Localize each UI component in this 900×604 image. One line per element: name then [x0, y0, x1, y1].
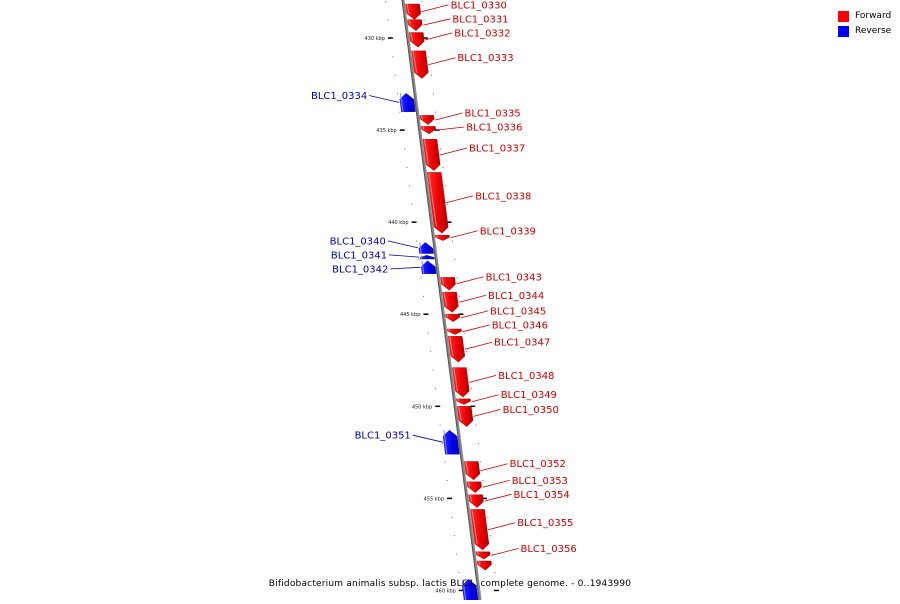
label-leader-line [423, 19, 450, 25]
minor-tick [432, 369, 433, 370]
legend-reverse [838, 24, 891, 39]
gene-highlight [437, 235, 438, 237]
minor-tick [435, 388, 436, 389]
ruler-label: 450 kbp [411, 404, 433, 411]
minor-tick [409, 185, 410, 186]
minor-tick [480, 462, 481, 463]
gene-label[interactable]: BLC1_0348 [498, 370, 555, 382]
gene-label[interactable]: BLC1_0350 [502, 404, 559, 416]
minor-tick [495, 572, 496, 573]
gene-label[interactable]: BLC1_0349 [500, 390, 557, 402]
minor-tick [454, 259, 455, 260]
label-leader-line [440, 148, 467, 155]
minor-tick [435, 112, 436, 113]
minor-tick [464, 333, 465, 334]
label-leader-line [484, 494, 511, 501]
minor-tick [483, 480, 484, 481]
label-leader-line [428, 58, 455, 65]
minor-tick [459, 572, 460, 573]
ruler-label: 455 kbp [423, 496, 445, 503]
minor-tick [406, 167, 407, 168]
label-leader-line [481, 464, 508, 471]
label-leader-line [435, 113, 462, 120]
label-leader-line [488, 523, 515, 530]
gene-label[interactable]: BLC1_0351 [354, 430, 411, 442]
label-leader-line [491, 548, 518, 555]
minor-tick [451, 517, 452, 518]
minor-tick [399, 112, 400, 113]
forward-swatch-icon [838, 11, 849, 22]
minor-tick [471, 388, 472, 389]
gene-label[interactable]: BLC1_0344 [488, 290, 545, 302]
gene-label[interactable]: BLC1_0343 [485, 272, 542, 284]
label-leader-line [483, 480, 510, 487]
gene-highlight [458, 399, 459, 401]
legend-reverse-label: Reverse [855, 26, 892, 36]
label-leader-line [369, 96, 399, 103]
gene-label[interactable]: BLC1_0353 [511, 475, 568, 487]
minor-tick [397, 93, 398, 94]
minor-tick [418, 259, 419, 260]
minor-tick [433, 93, 434, 94]
gene-label[interactable]: BLC1_0337 [469, 143, 526, 155]
minor-tick [428, 333, 429, 334]
minor-tick [440, 149, 441, 150]
minor-tick [442, 167, 443, 168]
minor-tick [388, 20, 389, 21]
minor-tick [421, 277, 422, 278]
label-leader-line [461, 311, 488, 318]
legend-forward-label: Forward [855, 11, 892, 21]
label-leader-line [459, 295, 486, 302]
gene-label[interactable]: BLC1_0341 [330, 250, 388, 262]
label-leader-line [437, 127, 465, 130]
gene-label[interactable]: BLC1_0340 [329, 236, 386, 248]
ruler-label: 440 kbp [388, 220, 409, 227]
minor-tick [392, 56, 393, 57]
gene-label[interactable]: BLC1_0338 [475, 191, 532, 203]
minor-tick [447, 204, 448, 205]
minor-tick [444, 462, 445, 463]
minor-tick [492, 554, 493, 555]
legend-forward [838, 9, 891, 24]
ruler-label: 445 kbp [400, 312, 421, 319]
minor-tick [447, 480, 448, 481]
gene-label[interactable]: BLC1_0334 [310, 91, 368, 102]
minor-tick [452, 241, 453, 242]
minor-tick [457, 277, 458, 278]
gene-label[interactable]: BLC1_0347 [494, 337, 551, 349]
label-leader-line [457, 277, 484, 284]
minor-tick [440, 425, 441, 426]
label-leader-line [463, 325, 490, 332]
gene-label[interactable]: BLC1_0345 [490, 306, 547, 318]
minor-tick [476, 425, 477, 426]
label-leader-line [422, 5, 449, 12]
gene-label[interactable]: BLC1_0336 [466, 122, 523, 134]
minor-tick [428, 56, 429, 57]
label-leader-line [389, 255, 419, 257]
minor-tick [442, 443, 443, 444]
minor-tick [423, 296, 424, 297]
label-leader-line [451, 231, 478, 238]
label-leader-line [425, 33, 452, 40]
reverse-swatch-icon [838, 26, 849, 37]
gene-label[interactable]: BLC1_0335 [464, 108, 521, 120]
minor-tick [454, 535, 455, 536]
minor-tick [395, 75, 396, 76]
minor-tick [431, 75, 432, 76]
strand-legend [838, 9, 891, 39]
minor-tick [445, 185, 446, 186]
gene-blc1-0341[interactable] [420, 255, 434, 259]
gene-label[interactable]: BLC1_0339 [479, 226, 536, 238]
label-leader-line [472, 395, 499, 402]
label-leader-line [474, 409, 501, 416]
label-leader-line [390, 267, 420, 269]
gene-label[interactable]: BLC1_0352 [509, 459, 566, 471]
label-leader-line [446, 196, 473, 203]
gene-label[interactable]: BLC1_0332 [454, 28, 511, 40]
label-leader-line [388, 241, 418, 248]
gene-label[interactable]: BLC1_0333 [457, 53, 514, 65]
gene-highlight [449, 329, 450, 331]
label-leader-line [469, 375, 496, 382]
gene-label[interactable]: BLC1_0354 [513, 489, 570, 501]
minor-tick [466, 351, 467, 352]
minor-tick [456, 554, 457, 555]
gene-label[interactable]: BLC1_0356 [520, 543, 577, 555]
minor-tick [421, 1, 422, 2]
ruler-label: 435 kbp [376, 128, 397, 135]
minor-tick [385, 1, 386, 2]
minor-tick [430, 351, 431, 352]
minor-tick [468, 369, 469, 370]
minor-tick [416, 241, 417, 242]
genome-caption: Bifidobacterium animalis subsp. lactis BLC1, complete genome. - 0..1943990 [268, 579, 632, 589]
minor-tick [404, 149, 405, 150]
minor-tick [490, 535, 491, 536]
gene-label[interactable]: BLC1_0355 [517, 518, 574, 530]
label-leader-line [465, 342, 492, 349]
ruler-label: 430 kbp [364, 36, 385, 43]
minor-tick [424, 20, 425, 21]
gene-label[interactable]: BLC1_0330 [450, 0, 507, 12]
gene-label[interactable]: BLC1_0342 [332, 264, 389, 276]
minor-tick [487, 517, 488, 518]
gene-highlight [421, 255, 422, 259]
gene-label[interactable]: BLC1_0346 [491, 320, 549, 332]
gene-label[interactable]: BLC1_0331 [452, 14, 509, 26]
ruler-label: 460 kbp [435, 588, 456, 595]
minor-tick [459, 296, 460, 297]
minor-tick [411, 204, 412, 205]
label-leader-line [413, 435, 443, 442]
minor-tick [478, 443, 479, 444]
